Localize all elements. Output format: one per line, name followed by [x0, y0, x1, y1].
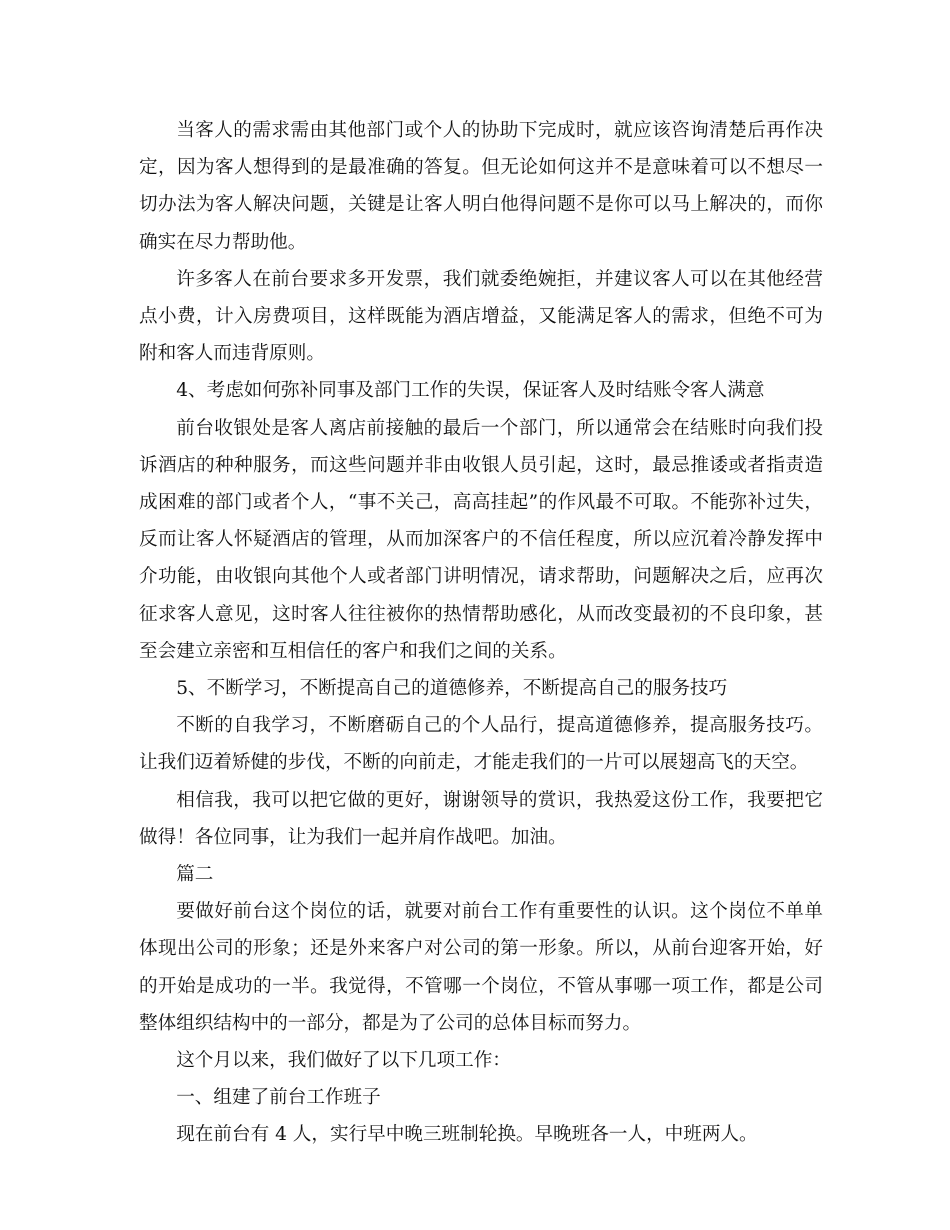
part-heading: 篇二	[176, 864, 214, 886]
section-heading: 一、组建了前台工作班子	[176, 1087, 381, 1109]
paragraph: 这个月以来，我们做好了以下几项工作：	[176, 1050, 511, 1072]
paragraph: 不断的自我学习，不断磨砺自己的个人品行，提高道德修养，提高服务技巧。让我们迈着矫健的步伐，不断的向前走，才能走我们的一片可以展翅高飞的天空。	[139, 715, 823, 774]
paragraph: 当客人的需求需由其他部门或个人的协助下完成时，就应该咨询清楚后再作决定，因为客人想得到的是最准确的答复。但无论如何这并不是意味着可以不想尽一切办法为客人解决问题，关键是让客人明白他得问题不是你可以马上解决的，而你确实在尽力帮助他。	[139, 120, 823, 253]
paragraph: 许多客人在前台要求多开发票，我们就委绝婉拒，并建议客人可以在其他经营点小费，计入房费项目，这样既能为酒店增益，又能满足客人的需求，但绝不可为附和客人而违背原则。	[139, 268, 823, 365]
paragraph: 前台收银处是客人离店前接触的最后一个部门，所以通常会在结账时向我们投诉酒店的种种服务，而这些问题并非由收银人员引起，这时，最忌推诿或者指责造成困难的部门或者个人，“事不关己，高高挂起”的作风最不可取。不能弥补过失，反而让客人怀疑酒店的管理，从而加深客户的不信任程度，所以应沉着冷静发挥中介功能，由收银向其他个人或者部门讲明情况，请求帮助，问题解决之后，应再次征求客人意见，这时客人往往被你的热情帮助感化，从而改变最初的不良印象，甚至会建立亲密和互相信任的客户和我们之间的关系。	[139, 417, 823, 662]
section-heading: 4、考虑如何弥补同事及部门工作的失误，保证客人及时结账令客人满意	[176, 380, 765, 402]
section-heading: 5、不断学习，不断提高自己的道德修养，不断提高自己的服务技巧	[176, 678, 728, 700]
paragraph: 相信我，我可以把它做的更好，谢谢领导的赏识，我热爱这份工作，我要把它做得！各位同事，让为我们一起并肩作战吧。加油。	[139, 789, 823, 848]
paragraph: 要做好前台这个岗位的话，就要对前台工作有重要性的认识。这个岗位不单单体现出公司的形象；还是外来客户对公司的第一形象。所以，从前台迎客开始，好的开始是成功的一半。我觉得，不管哪一个岗位，不管从事哪一项工作，都是公司整体组织结构中的一部分，都是为了公司的总体目标而努力。	[139, 901, 823, 1034]
paragraph: 现在前台有 4 人，实行早中晚三班制轮换。早晚班各一人，中班两人。	[176, 1124, 758, 1146]
document-body	[139, 112, 823, 1154]
